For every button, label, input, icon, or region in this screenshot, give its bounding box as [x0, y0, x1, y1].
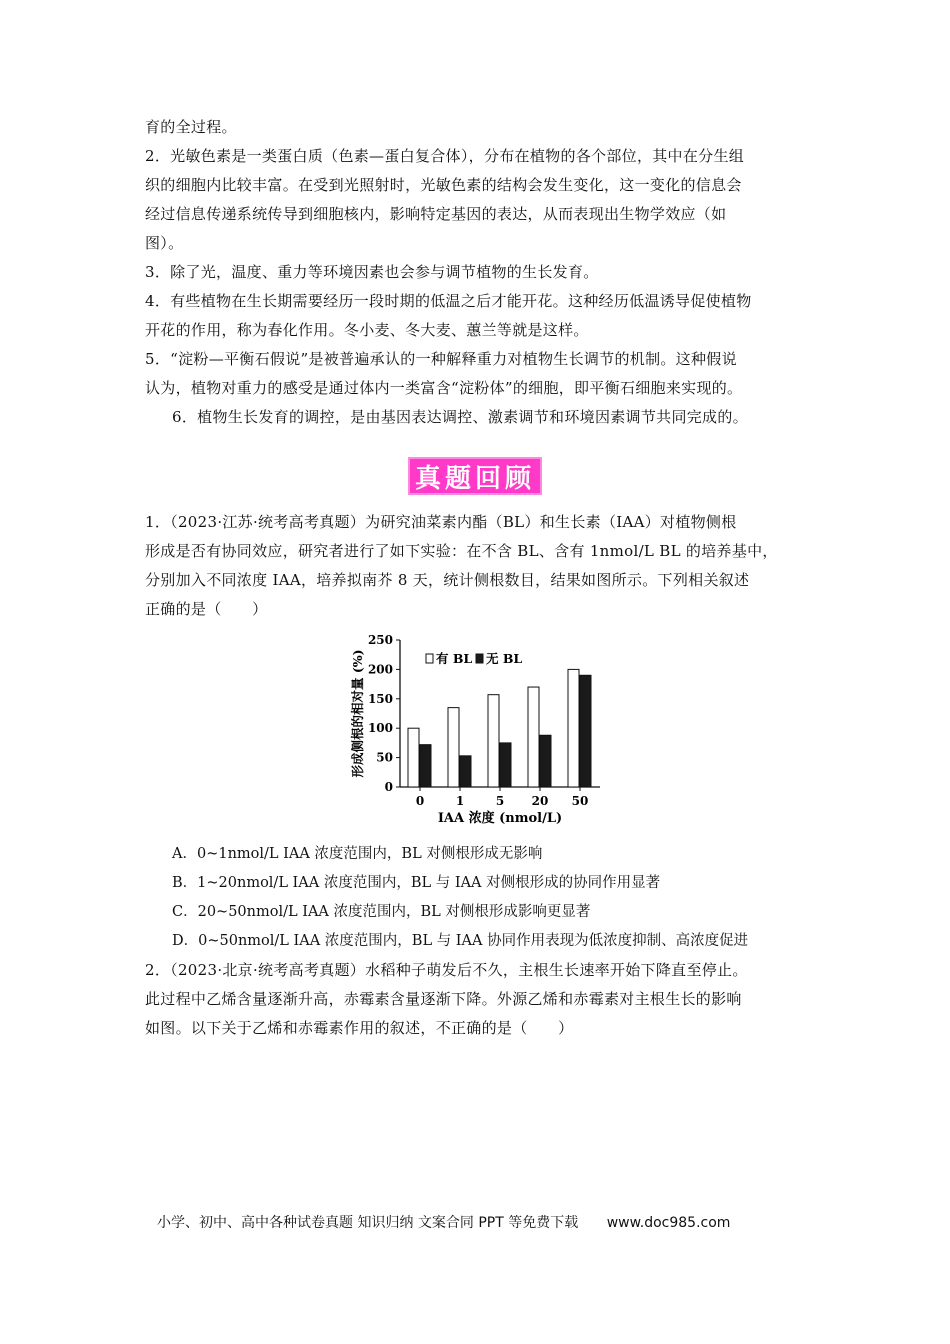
legend-swatch: [476, 654, 483, 663]
x-tick-label: 20: [531, 794, 549, 808]
legend-label: 有 BL: [436, 651, 473, 666]
x-tick-label: 5: [495, 794, 505, 808]
y-tick-label: 100: [367, 721, 393, 736]
bar-with-bl: [408, 728, 419, 787]
x-tick-label: 0: [415, 794, 425, 808]
x-tick-label: 1: [455, 794, 465, 808]
option-a[interactable]: A．0~1nmol/L IAA 浓度范围内，BL 对侧根形成无影响: [172, 846, 543, 862]
question-line: 正确的是（ ）: [145, 600, 268, 618]
bar-without-bl: [500, 743, 511, 787]
y-axis-label: 形成侧根的相对量 (%): [350, 649, 365, 778]
y-tick-label: 200: [367, 662, 393, 677]
knowledge-line: 育的全过程。: [145, 118, 237, 136]
knowledge-line: 2．光敏色素是一类蛋白质（色素—蛋白复合体），分布在植物的各个部位，其中在分生组: [145, 147, 745, 165]
option-b[interactable]: B．1~20nmol/L IAA 浓度范围内，BL 与 IAA 对侧根形成的协同作用显著: [172, 875, 661, 891]
knowledge-line: 4．有些植物在生长期需要经历一段时期的低温之后才能开花。这种经历低温诱导促使植物: [145, 292, 752, 310]
bar-without-bl: [420, 745, 431, 787]
question-line: 此过程中乙烯含量逐渐升高，赤霉素含量逐渐下降。外源乙烯和赤霉素对主根生长的影响: [145, 990, 742, 1008]
legend-label: 无 BL: [486, 651, 523, 666]
y-tick-label: 250: [367, 633, 393, 647]
bar-without-bl: [580, 675, 591, 787]
knowledge-line: 认为，植物对重力的感受是通过体内一类富含“淀粉体”的细胞，即平衡石细胞来实现的。: [145, 379, 743, 397]
y-tick-label: 150: [367, 691, 393, 706]
bar-with-bl: [488, 695, 499, 787]
option-d[interactable]: D．0~50nmol/L IAA 浓度范围内，BL 与 IAA 协同作用表现为低浓度抑制、高浓度促进: [172, 933, 749, 949]
knowledge-line: 6．植物生长发育的调控，是由基因表达调控、激素调节和环境因素调节共同完成的。: [172, 408, 748, 426]
x-axis-label: IAA 浓度 (nmol/L): [437, 811, 563, 826]
question-line: 2．（2023·北京·统考高考真题）水稻种子萌发后不久，主根生长速率开始下降直至停止。: [145, 961, 748, 979]
question-line: 形成是否有协同效应，研究者进行了如下实验：在不含 BL、含有 1nmol/L BL 的培养基中，: [145, 542, 778, 560]
knowledge-line: 经过信息传递系统传导到细胞核内，影响特定基因的表达，从而表现出生物学效应（如: [145, 205, 727, 223]
y-tick-label: 0: [384, 780, 393, 794]
question-line: 1．（2023·江苏·统考高考真题）为研究油菜素内酯（BL）和生长素（IAA）对植物侧根: [145, 513, 737, 531]
bar-without-bl: [460, 756, 471, 787]
page-footer: [157, 1212, 730, 1232]
footer-text: 小学、初中、高中各种试卷真题 知识归纳 文案合同 PPT 等免费下载: [157, 1215, 579, 1231]
section-banner-title: 真题回顾: [414, 463, 535, 494]
bar-without-bl: [540, 735, 551, 787]
option-c[interactable]: C．20~50nmol/L IAA 浓度范围内，BL 对侧根形成影响更显著: [172, 904, 591, 920]
bar-with-bl: [568, 669, 579, 787]
section-banner: [408, 457, 542, 495]
knowledge-line: 图）。: [145, 234, 184, 252]
x-tick-label: 50: [571, 794, 589, 808]
knowledge-line: 织的细胞内比较丰富。在受到光照射时，光敏色素的结构会发生变化，这一变化的信息会: [145, 176, 742, 194]
question-line: 分别加入不同浓度 IAA，培养拟南芥 8 天，统计侧根数目，结果如图所示。下列相关叙述: [145, 571, 750, 589]
y-tick-label: 50: [376, 750, 393, 765]
footer-link[interactable]: www.doc985.com: [606, 1215, 731, 1231]
knowledge-line: 开花的作用，称为春化作用。冬小麦、冬大麦、蕙兰等就是这样。: [145, 321, 589, 339]
knowledge-line: 3．除了光，温度、重力等环境因素也会参与调节植物的生长发育。: [145, 263, 599, 281]
bar-with-bl: [528, 687, 539, 787]
bar-chart: [340, 628, 610, 828]
bar-with-bl: [448, 708, 459, 787]
question-line: 如图。以下关于乙烯和赤霉素作用的叙述，不正确的是（ ）: [145, 1019, 574, 1037]
knowledge-line: 5．“淀粉—平衡石假说”是被普遍承认的一种解释重力对植物生长调节的机制。这种假说: [145, 350, 737, 368]
legend-swatch: [426, 654, 433, 663]
